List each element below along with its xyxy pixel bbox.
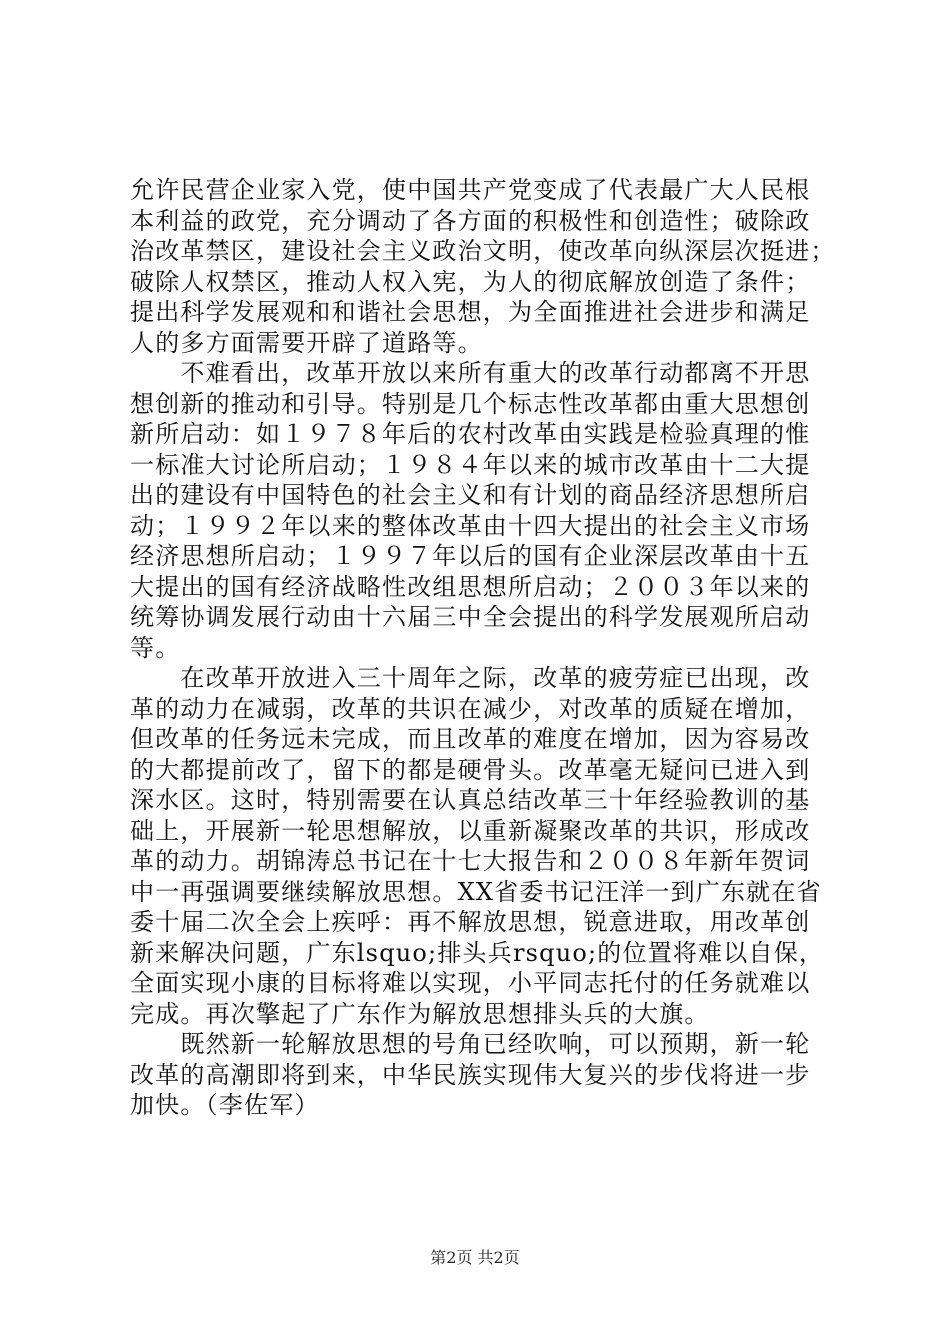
text-line: 允许民营企业家入党，使中国共产党变成了代表最广大人民根	[130, 176, 811, 204]
text-line: 人的多方面需要开辟了道路等。	[130, 328, 483, 357]
text-line: 中一再强调要继续解放思想。XX省委书记汪洋一到广东就在省	[130, 877, 822, 906]
text-line: 大提出的国有经济战略性改组思想所启动；２００３年以来的	[130, 572, 811, 601]
text-line: 改革的高潮即将到来，中华民族实现伟大复兴的步伐将进一步	[130, 1060, 811, 1089]
text-line: 在改革开放进入三十周年之际，改革的疲劳症已出现，改	[130, 664, 811, 692]
text-line: 出的建设有中国特色的社会主义和有计划的商品经济思想所启	[130, 481, 811, 509]
text-line: 深水区。这时，特别需要在认真总结改革三十年经验教训的基	[130, 786, 811, 814]
text-line: 础上，开展新一轮思想解放，以重新凝聚改革的共识，形成改	[130, 816, 811, 845]
text-line: 经济思想所启动；１９９７年以后的国有企业深层改革由十五	[130, 542, 811, 570]
text-line: 等。	[130, 633, 181, 662]
text-line: 革的动力在减弱，改革的共识在减少，对改革的质疑在增加，	[130, 694, 811, 723]
text-line: 新来解决问题，广东lsquo;排头兵rsquo;的位置将难以自保，	[130, 938, 825, 967]
text-line: 破除人权禁区，推动人权入宪，为人的彻底解放创造了条件；	[130, 267, 811, 296]
text-line: 统筹协调发展行动由十六届三中全会提出的科学发展观所启动	[130, 603, 811, 631]
text-line: 完成。再次擎起了广东作为解放思想排头兵的大旗。	[130, 999, 710, 1028]
text-line: 本利益的政党，充分调动了各方面的积极性和创造性；破除政	[130, 206, 811, 235]
text-line: 新所启动：如１９７８年后的农村改革由实践是检验真理的惟	[130, 420, 811, 448]
text-line: 加快。（李佐军）	[130, 1091, 320, 1119]
text-line: 的大都提前改了，留下的都是硬骨头。改革毫无疑问已进入到	[130, 755, 811, 784]
text-line: 委十届二次全会上疾呼：再不解放思想，锐意进取，用改革创	[130, 908, 811, 936]
text-line: 动；１９９２年以来的整体改革由十四大提出的社会主义市场	[130, 511, 811, 540]
text-line: 提出科学发展观和和谐社会思想，为全面推进社会进步和满足	[130, 298, 811, 326]
text-line: 革的动力。胡锦涛总书记在十七大报告和２００８年新年贺词	[130, 847, 811, 875]
text-line: 但改革的任务远未完成，而且改革的难度在增加，因为容易改	[130, 725, 811, 753]
page-footer: 第2页 共2页	[430, 1248, 520, 1267]
text-line: 既然新一轮解放思想的号角已经吹响，可以预期，新一轮	[130, 1030, 811, 1058]
text-line: 不难看出，改革开放以来所有重大的改革行动都离不开思	[130, 359, 811, 387]
text-line: 全面实现小康的目标将难以实现，小平同志托付的任务就难以	[130, 969, 811, 997]
text-line: 治改革禁区，建设社会主义政治文明，使改革向纵深层次挺进；	[130, 237, 836, 265]
body-text	[130, 175, 840, 1121]
text-line: 想创新的推动和引导。特别是几个标志性改革都由重大思想创	[130, 389, 811, 418]
text-line: 一标准大讨论所启动；１９８４年以来的城市改革由十二大提	[130, 450, 811, 479]
